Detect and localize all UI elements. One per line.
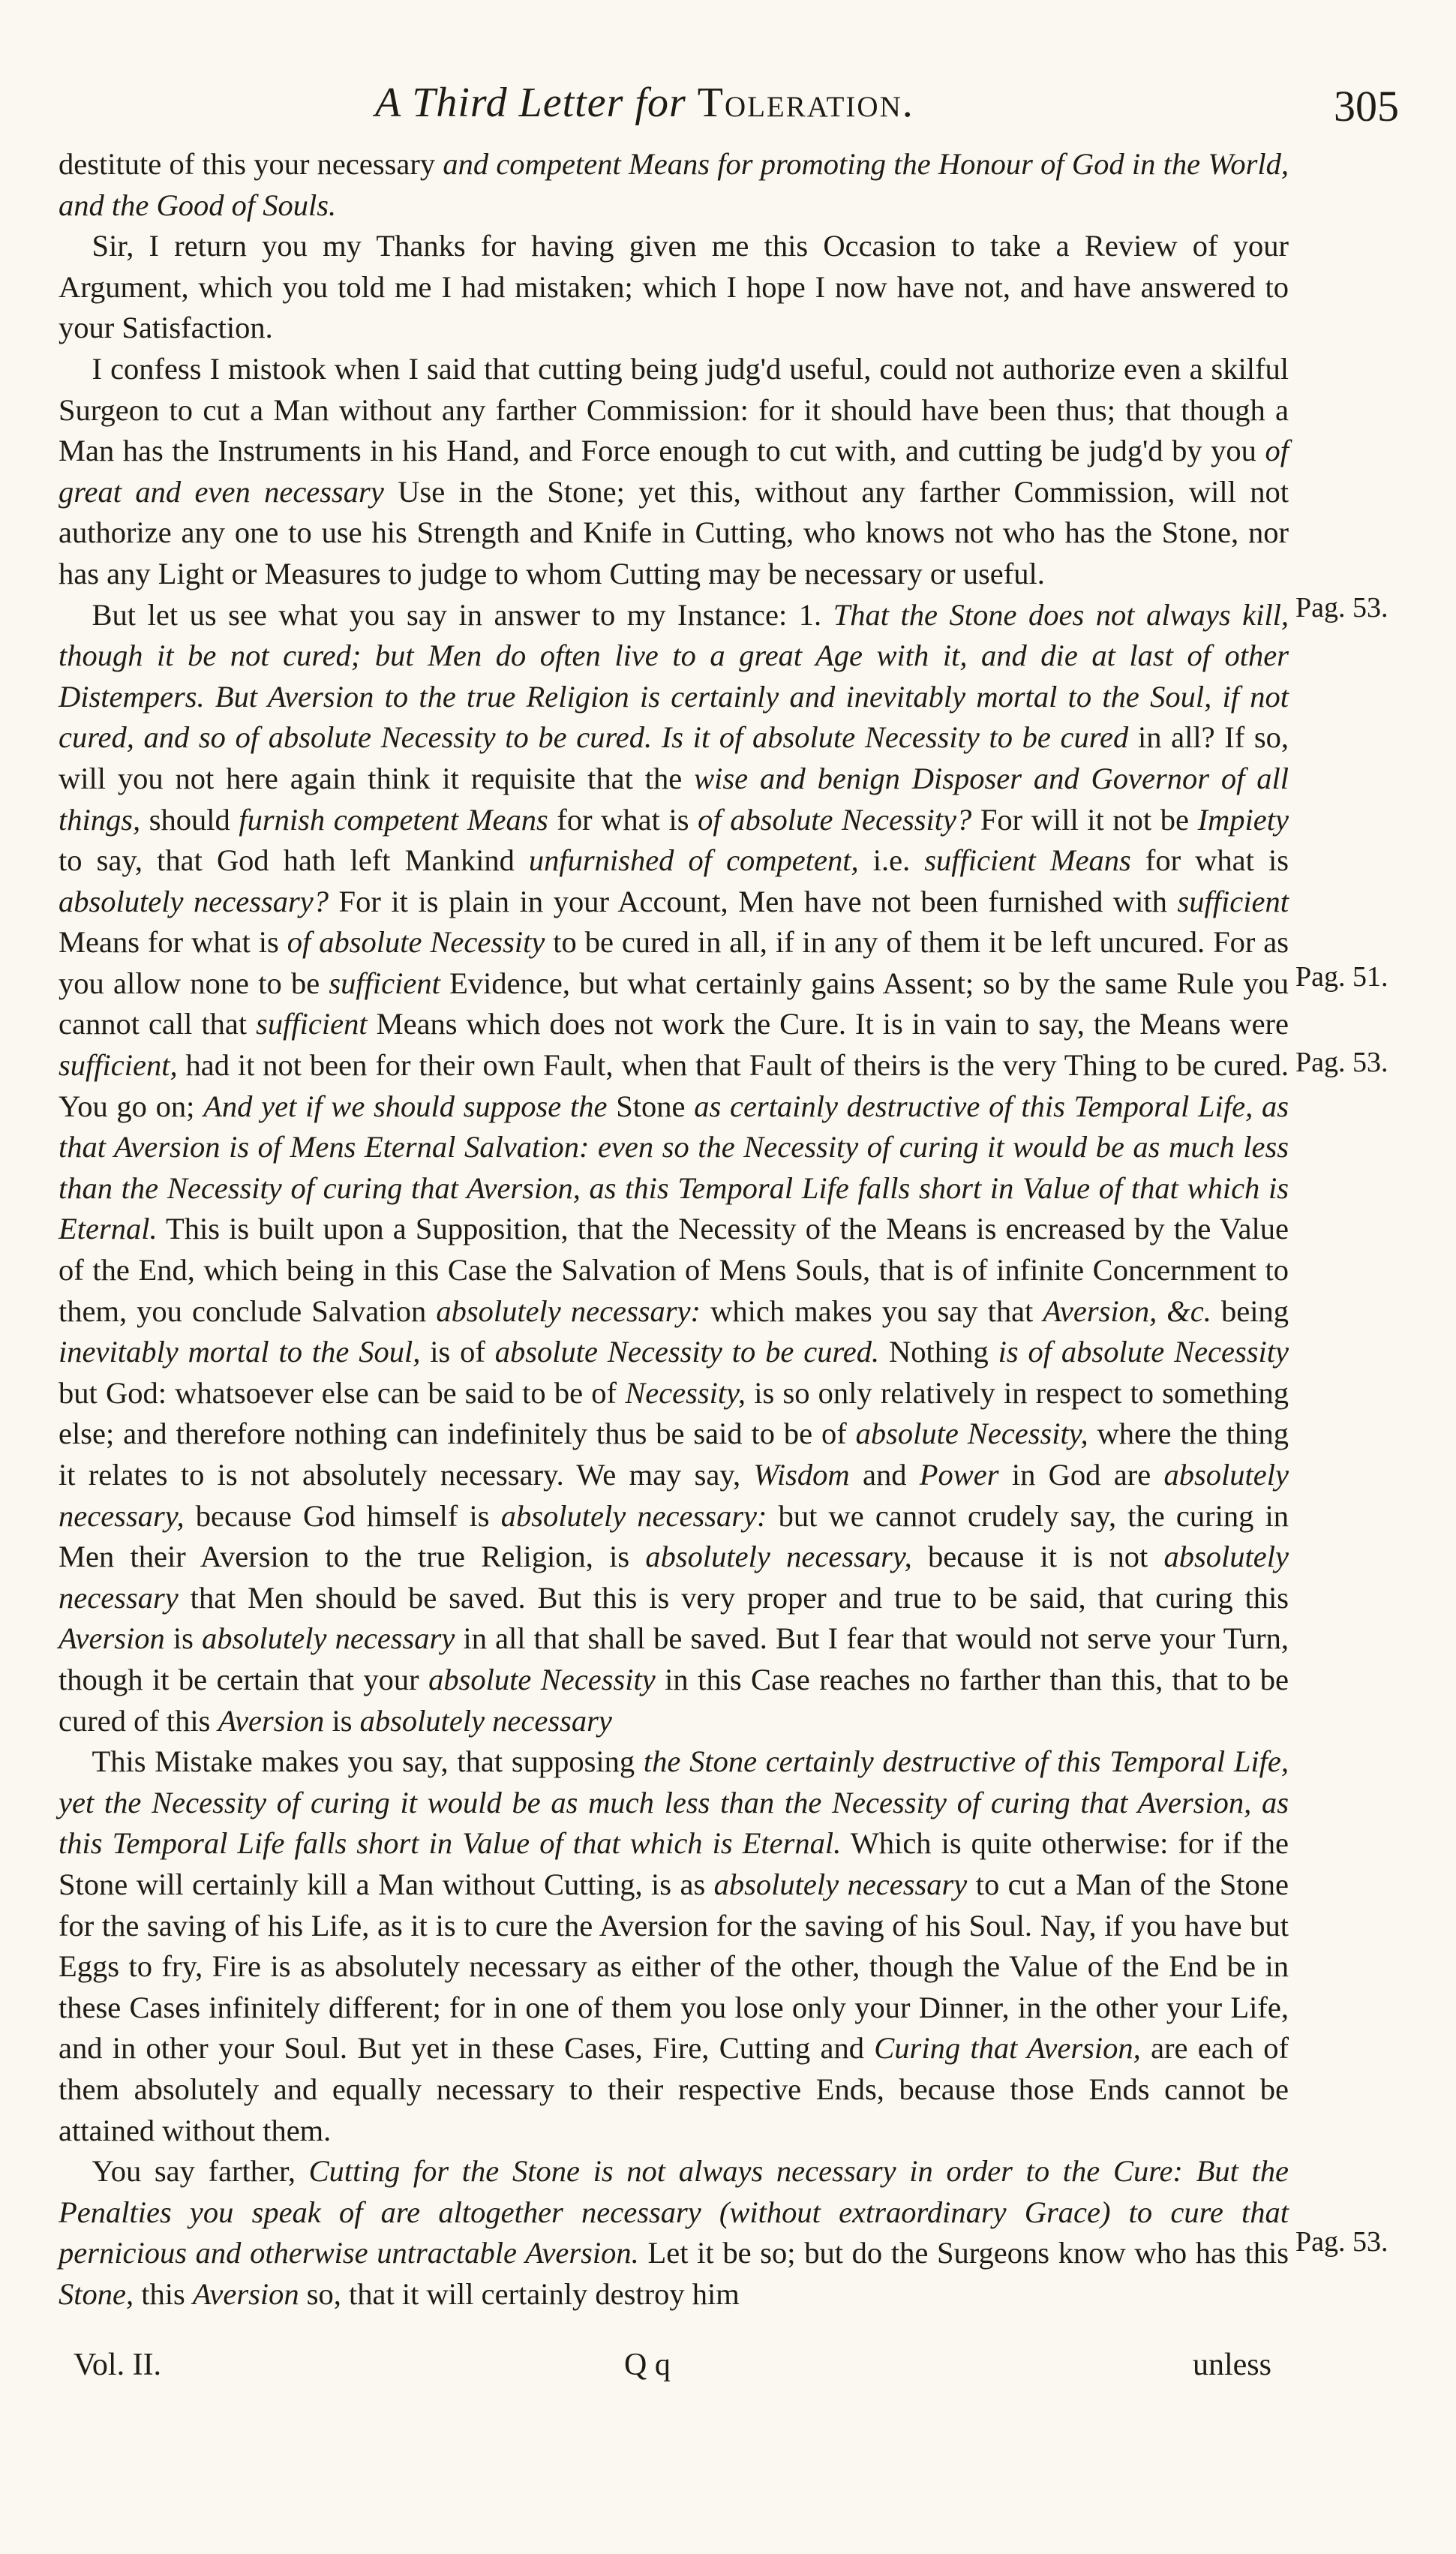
running-head-italic: A Third Letter for [375,80,686,126]
running-head-caps: Toleration. [697,80,914,126]
paragraph-3: I confess I mistook when I said that cutting being judg'd useful, could not authorize even a skilful Surgeon to cut a Man without any farther Commission: for it should have been thus; that though a Man has the Instruments in his Hand, and Force enough to cut with, and cutting be judg'd by you of great and even necessary Use in the Stone; yet this, without any farther Commission, will not authorize any one to use his Strength and Knife in Cutting, who knows not who has the Stone, nor has any Light or Measures to judge to whom Cutting may be necessary or useful. [59,351,1289,590]
volume-footer: Vol. II. [74,2348,162,2382]
paragraph-4: But let us see what you say in answer to my Instance: 1. That the Stone does not always kill, though it be not cured; but Men do often live to a great Age with it, and die at last of other Distempers. But Aversion to the true Religion is certainly and inevitably mortal to the Soul, if not cured, and so of absolute Necessity to be cured. Is it of absolute Necessity to be cured in all? If so, will you not here again think it requisite that the wise and benign Disposer and Governor of all things, should furnish competent Means for what is of absolute Necessity? For will it not be Impiety to say, that God hath left Mankind unfurnished of competent, i.e. sufficient Means for what is absolutely necessary? For it is plain in your Account, Men have not been furnished with sufficient Means for what is of absolute Necessity to be cured in all, if in any of them it be left uncured. For as you allow none to be sufficient Evidence, but what certainly gains Assent; so by the same Rule you cannot call that sufficient Means which does not work the Cure. It is in vain to say, the Means were sufficient, had it not been for their own Fault, when that Fault of theirs is the very Thing to be cured. You go on; And yet if we should suppose the Stone as certainly destructive of this Temporal Life, as that Aversion is of Mens Eternal Salvation: even so the Necessity of curing it would be as much less than the Necessity of curing that Aversion, as this Temporal Life falls short in Value of that which is Eternal. This is built upon a Supposition, that the Necessity of the Means is encreased by the Value of the End, which being in this Case the Salvation of Mens Souls, that is of infinite Concernment to them, you conclude Salvation absolutely necessary: which makes you say that Aversion, &c. being inevitably mortal to the Soul, is of absolute Necessity to be cured. Nothing is of absolute Necessity but God: whatsoever else can be said to be of Necessity, is so only relatively in respect to something else; and therefore nothing can indefinitely thus be said to be of absolute Necessity, where the thing it relates to is not absolutely necessary. We may say, Wisdom and Power in God are absolutely necessary, because God himself is absolutely necessary: but we cannot crudely say, the curing in Men their Aversion to the true Religion, is absolutely necessary, because it is not absolutely necessary that Men should be saved. But this is very proper and true to be said, that curing this Aversion is absolutely necessary in all that shall be saved. But I fear that would not serve your Turn, though it be certain that your absolute Necessity in this Case reaches no farther than this, that to be cured of this Aversion is absolutely necessary [59,597,1289,1738]
running-head [375,79,914,127]
paragraph-6: You say farther, Cutting for the Stone is not always necessary in order to the Cure: But the Penalties you speak of are altogether necessary (without extraordinary Grace) to cure that pernicious and otherwise untractable Aversion. Let it be so; but do the Surgeons know who has this Stone, this Aversion so, that it will certainly destroy him [59,2154,1289,2311]
signature-mark: Q q [624,2348,671,2382]
margin-note-pag-51: Pag. 51. [1295,961,1388,993]
margin-note-pag-53-a: Pag. 53. [1295,592,1388,623]
paragraph-1: destitute of this your necessary and competent Means for promoting the Honour of God in the World, and the Good of Souls. [59,147,1289,222]
margin-note-pag-53-b: Pag. 53. [1295,1047,1388,1078]
catchword: unless [1193,2348,1271,2382]
page-number: 305 [1334,82,1399,131]
paragraph-2: Sir, I return you my Thanks for having given me this Occasion to take a Review of your Argument, which you told me I had mistaken; which I hope I now have not, and have answered to your Satisfaction. [59,229,1289,345]
body-text [59,144,1289,2315]
margin-note-pag-53-c: Pag. 53. [1295,2226,1388,2258]
paragraph-5: This Mistake makes you say, that supposing the Stone certainly destructive of this Temporal Life, yet the Necessity of curing it would be as much less than the Necessity of curing that Aversion, as this Temporal Life falls short in Value of that which is Eternal. Which is quite otherwise: for if the Stone will certainly kill a Man without Cutting, is as absolutely necessary to cut a Man of the Stone for the saving of his Life, as it is to cure the Aversion for the saving of his Soul. Nay, if you have but Eggs to fry, Fire is as absolutely necessary as either of the other, though the Value of the End be in these Cases infinitely different; for in one of them you lose only your Dinner, in the other your Life, and in other your Soul. But yet in these Cases, Fire, Cutting and Curing that Aversion, are each of them absolutely and equally necessary to their respective Ends, because those Ends cannot be attained without them. [59,1744,1289,2147]
